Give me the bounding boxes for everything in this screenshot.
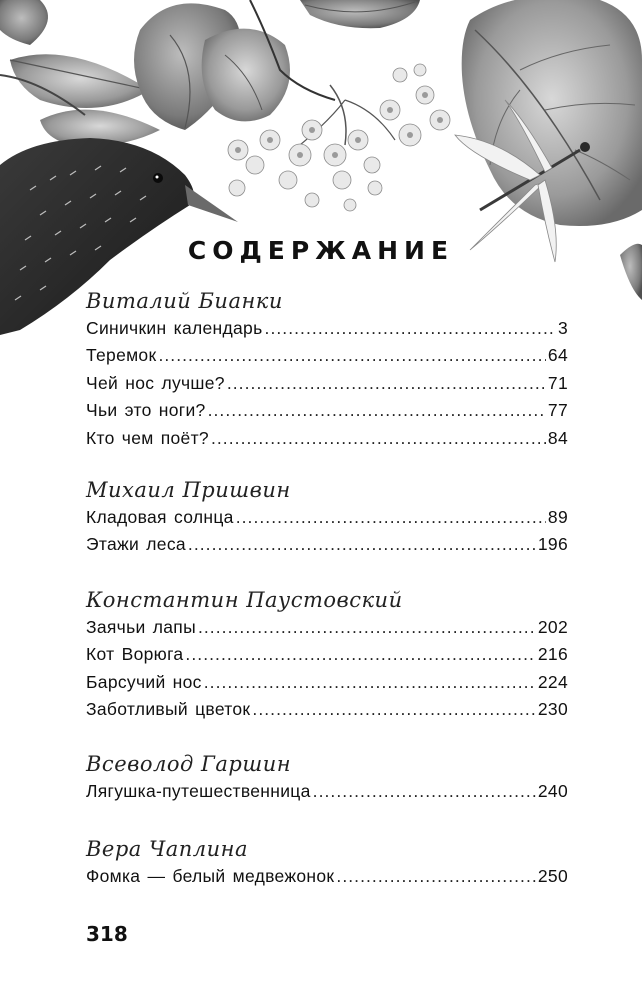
entry-page: 71 [547, 372, 568, 393]
author-name: Вера Чаплина [86, 836, 249, 861]
toc-entry[interactable] [86, 644, 568, 671]
toc-entry[interactable] [86, 400, 568, 427]
toc-entry[interactable] [86, 318, 568, 345]
dot-leader [252, 699, 536, 720]
table-of-contents [86, 287, 568, 893]
entry-title: Чьи это ноги? [86, 400, 206, 421]
entry-title: Чей нос лучше? [86, 372, 225, 393]
entry-title: Барсучий нос [86, 671, 202, 692]
entry-page: 196 [537, 534, 568, 555]
entry-title: Теремок [86, 345, 157, 366]
entry-title: Лягушка-путешественница [86, 781, 311, 802]
entry-title: Заботливый цветок [86, 698, 251, 719]
dot-leader [208, 400, 546, 421]
entry-page: 84 [547, 427, 568, 448]
entry-title: Фомка — белый медвежонок [86, 865, 335, 886]
linden-leaf-center-icon [134, 0, 335, 130]
dot-leader [158, 345, 545, 366]
dot-leader [236, 507, 546, 528]
toc-entry[interactable] [86, 672, 568, 699]
entry-title: Синичкин календарь [86, 318, 263, 338]
entry-page: 77 [547, 400, 568, 421]
author-name: Михаил Пришвин [86, 477, 291, 502]
linden-leaf-top-icon [300, 0, 420, 28]
dot-leader [313, 781, 536, 802]
author-name: Виталий Бианки [86, 289, 283, 313]
entry-title: Кот Ворюга [86, 644, 184, 665]
toc-section-bianki [86, 287, 568, 455]
entry-title: Этажи леса [86, 534, 186, 555]
entry-page: 89 [547, 506, 568, 527]
dot-leader [211, 428, 546, 449]
entry-page: 250 [537, 865, 568, 886]
toc-entry[interactable] [86, 345, 568, 372]
page-title: СОДЕРЖАНИЕ [187, 236, 455, 265]
toc-section-garshin [86, 750, 568, 808]
dot-leader [198, 617, 536, 638]
page-number: 318 [86, 922, 128, 946]
author-name: Константин Паустовский [86, 587, 403, 612]
dot-leader [227, 373, 546, 394]
entry-title: Кладовая солнца [86, 506, 234, 527]
entry-page: 202 [537, 616, 568, 637]
dot-leader [185, 644, 535, 665]
toc-entry[interactable] [86, 373, 568, 400]
entry-page: 230 [537, 698, 568, 719]
toc-entry[interactable] [86, 507, 568, 534]
dot-leader [188, 534, 536, 555]
entry-title: Кто чем поёт? [86, 427, 209, 448]
dot-leader [336, 866, 536, 887]
toc-entry[interactable] [86, 534, 568, 561]
entry-page: 64 [547, 345, 568, 366]
dot-leader [204, 672, 536, 693]
author-name: Всеволод Гаршин [86, 752, 292, 777]
toc-section-chaplina [86, 835, 568, 893]
toc-section-paustovsky [86, 586, 568, 727]
toc-entry[interactable] [86, 866, 568, 893]
entry-page: 224 [537, 671, 568, 692]
toc-entry[interactable] [86, 617, 568, 644]
entry-page: 3 [557, 318, 568, 338]
dot-leader [265, 318, 556, 339]
toc-entry[interactable] [86, 699, 568, 726]
toc-entry[interactable] [86, 428, 568, 455]
entry-page: 240 [537, 781, 568, 802]
toc-section-prishvin [86, 476, 568, 562]
entry-page: 216 [537, 644, 568, 665]
entry-title: Заячьи лапы [86, 616, 196, 637]
toc-entry[interactable] [86, 781, 568, 808]
